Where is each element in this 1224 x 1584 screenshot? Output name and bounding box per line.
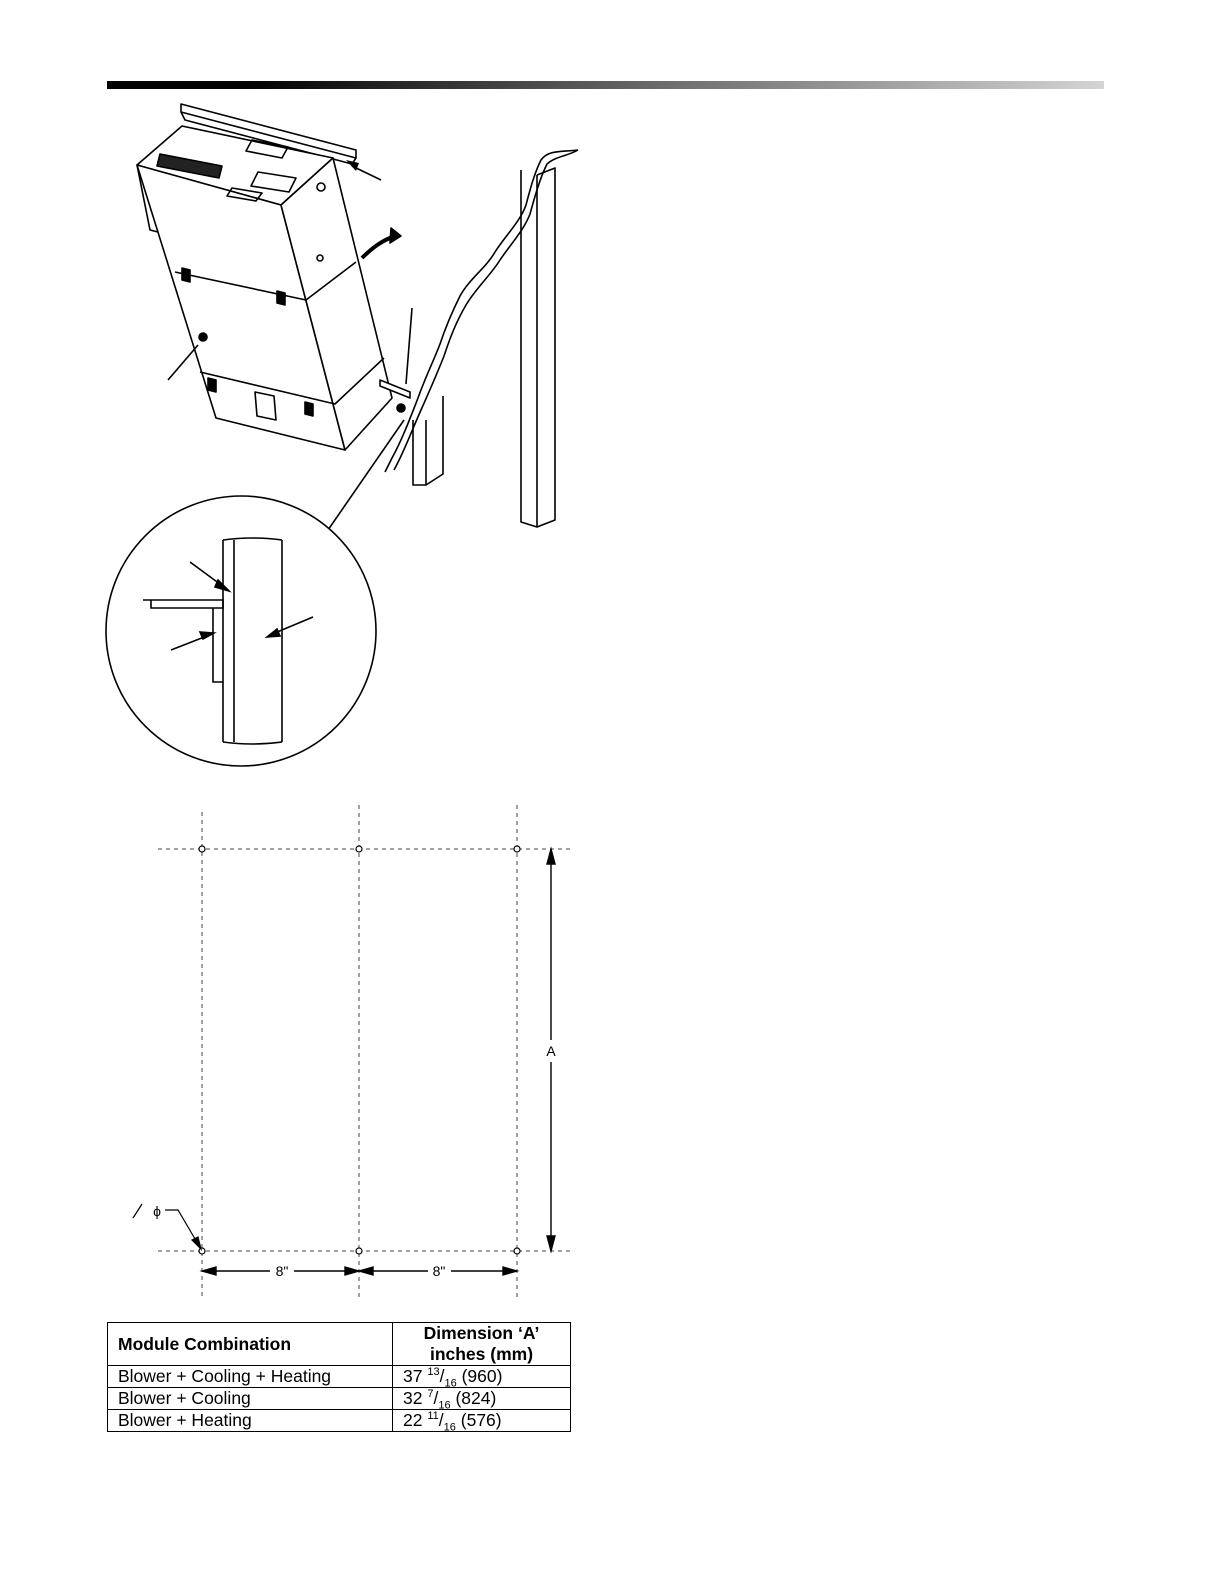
module-combination-cell: Blower + Heating [108,1410,393,1432]
hole-diameter-symbol: ϕ [153,1203,161,1219]
mounting-hole [356,1248,362,1254]
header-dimension-a [393,1323,571,1366]
dimension-whole: 37 [403,1366,423,1386]
dimension-denominator: 16 [443,1421,456,1434]
dimension-table [107,1322,571,1432]
table-row [108,1410,571,1432]
module-combination-cell: Blower + Cooling + Heating [108,1366,393,1388]
dimension-mm: (824) [455,1388,497,1408]
header-module-combination: Module Combination [108,1323,393,1366]
header-dimension-a-line2: inches (mm) [429,1344,534,1364]
header-dimension-a-line1: Dimension ‘A’ [423,1323,540,1343]
dimension-cell: 22 $^{11}/_{16}$ (576) [393,1410,571,1432]
module-combination-cell: Blower + Cooling [108,1388,393,1410]
mounting-hole [514,1248,520,1254]
dimension-a-label: A [546,1043,556,1059]
table-row [108,1366,571,1388]
spacing-right-label: 8" [432,1263,446,1279]
dimension-mm: (576) [460,1410,502,1430]
dimension-numerator: 13 [427,1366,440,1379]
mounting-hole [199,1248,205,1254]
mounting-hole [199,846,205,852]
dimension-whole: 32 [403,1388,423,1408]
dimension-denominator: 16 [444,1377,457,1390]
spacing-left-label: 8" [275,1263,289,1279]
table-row [108,1388,571,1410]
mounting-hole [356,846,362,852]
dimension-denominator: 16 [438,1399,451,1412]
dimension-numerator: 7 [427,1388,434,1401]
dimension-cell: 37 $^{13}/_{16}$ (960) [393,1366,571,1388]
dimension-numerator: 11 [427,1410,439,1423]
dimension-mm: (960) [461,1366,503,1386]
dimension-cell: 32 $^7/_{16}$ (824) [393,1388,571,1410]
dimension-whole: 22 [403,1410,423,1430]
mounting-hole [514,846,520,852]
table-header-row [108,1323,571,1366]
